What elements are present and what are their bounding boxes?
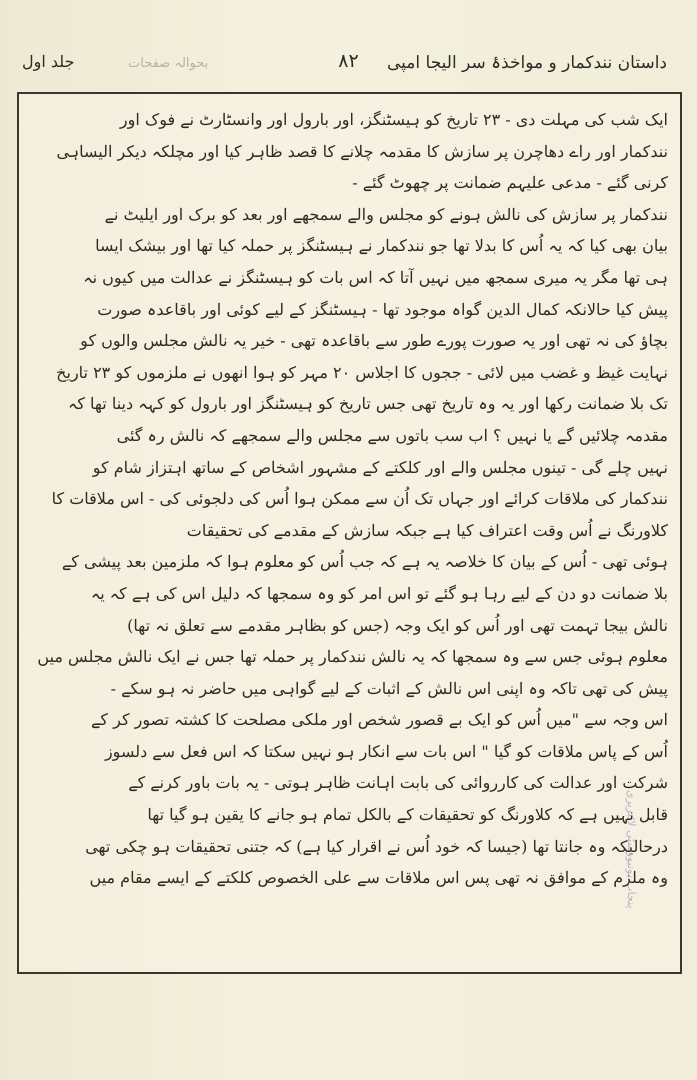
text-line: وہ ملزم کے موافق نہ تھی پس اس ملاقات سے علی الخصوص کلکتے کے ایسے مقام میں <box>89 868 668 888</box>
text-line: معلوم ہوئی جس سے وہ سمجھا کہ یہ نالش نندکمار پر حملہ تھا جس نے ایک نالش مجلس میں <box>37 647 668 667</box>
page-number: ۸۲ <box>338 50 359 72</box>
text-line: بلا ضمانت دو دن کے لیے رہا ہو گئے تو اس امر کو وہ سمجھا کہ دلیل اس کی ہے کہ یہ <box>90 583 668 603</box>
text-line: نندکمار کی ملاقات کرائے اور جہاں تک اُن سے ممکن ہوا اُس کی دلجوئی کی - اس ملاقات کا <box>51 489 668 509</box>
text-frame <box>17 92 682 974</box>
page-header <box>18 44 679 84</box>
text-line: نالش بیجا تہمت تھی اور اُس کو ایک وجہ (جس کو بظاہر مقدمے سے تعلق نہ تھا) <box>127 615 668 635</box>
text-line: بیان بھی کیا کہ یہ اُس کا بدلا تھا جو نندکمار نے ہیسٹنگز پر حملہ کیا تھا اور بیشک ایسا <box>95 236 668 256</box>
text-line: تک بلا ضمانت رکھا اور یہ وہ تاریخ تھی جس تاریخ کو ہیسٹنگز اور بارول کو کہہ دینا تھا کہ <box>67 394 668 414</box>
text-line: بچاؤ کی نہ تھی اور یہ صورت پورے طور سے باقاعدہ تھی - خیر یہ نالش مجلس والوں کو <box>80 331 668 351</box>
text-line: پیش کی تھی تاکہ وہ اپنی اس نالش کے اثبات کے لیے گواہی میں حاضر نہ ہو سکے - <box>110 678 668 698</box>
text-line: کلاورنگ نے اُس وقت اعتراف کیا ہے جبکہ سازش کے مقدمے کی تحقیقات <box>186 520 668 540</box>
text-line: نہایت غیظ و غضب میں لائی - ججوں کا اجلاس ۲۰ مہر کو ہوا انھوں نے ملزموں کو ۲۳ تاریخ <box>56 362 668 382</box>
text-line: کرنی گئے - مدعی علیہم ضمانت پر چھوٹ گئے - <box>352 173 668 193</box>
text-line: اُس کے پاس ملاقات کو گیا " اس بات سے انکار ہو نہیں سکتا کہ اس فعل سے دلسوز <box>104 741 668 761</box>
text-line: نہیں چلے گی - تینوں مجلس والے اور کلکتے کے مشہور اشخاص کے ساتھ اہتزاز شام کو <box>92 457 668 477</box>
body-text <box>31 104 668 962</box>
text-line: قابل نہیں ہے کہ کلاورنگ کو تحقیقات کے بالکل تمام ہو جانے کا یقین ہو گیا تھا <box>147 805 668 825</box>
text-line: ہوئی تھی - اُس کے بیان کا خلاصہ یہ ہے کہ جب اُس کو معلوم ہوا کہ ملزمین بعد پیشی کے <box>61 552 668 572</box>
running-title: داستان نندکمار و مواخذۂ سر الیجا امپی <box>386 53 667 73</box>
text-line: شرکت اور عدالت کی کارروائی کی بابت اہانت ظاہر ہوتی - یہ بات باور کرنے کے <box>128 773 668 793</box>
text-line: پیش کیا حالانکہ کمال الدین گواہ موجود تھا - ہیسٹنگز کے لیے کوئی اور باقاعدہ صورت <box>97 299 668 319</box>
faded-header-text: بحوالہ صفحات <box>128 56 209 71</box>
text-line: نندکمار اور راے دھاچرن پر سازش کا مقدمہ چلانے کا قصد ظاہر کیا اور مچلکہ دیکر الیساہی <box>56 141 668 161</box>
text-line: درحالیکہ وہ جانتا تھا (جیسا کہ خود اُس نے اقرار کیا ہے) کہ جتنی تحقیقات ہو چکی تھی <box>85 836 668 856</box>
text-line: نندکمار پر سازش کی نالش ہونے کو مجلس والے سمجھے اور بعد کو برک اور ایلیٹ نے <box>104 204 668 224</box>
text-line: مقدمہ چلائیں گے یا نہیں ؟ اب سب باتوں سے مجلس والے سمجھے کہ نالش رہ گئی <box>116 425 668 445</box>
library-stamp: پنجاب یونیورسٹی لائبریری <box>625 790 638 909</box>
text-line: اس وجہ سے "میں اُس کو ایک بے قصور شخص اور ملکی مصلحت کا کشتہ تصور کر کے <box>91 710 668 730</box>
text-line: ہی تھا مگر یہ میری سمجھ میں نہیں آتا کہ اس بات کو ہیسٹنگز نے عدالت میں کیوں نہ <box>83 267 668 287</box>
volume-label: جلد اول <box>22 52 75 71</box>
text-line: ایک شب کی مہلت دی - ۲۳ تاریخ کو ہیسٹنگز، اور بارول اور وانسٹارٹ نے فوک اور <box>119 110 668 129</box>
